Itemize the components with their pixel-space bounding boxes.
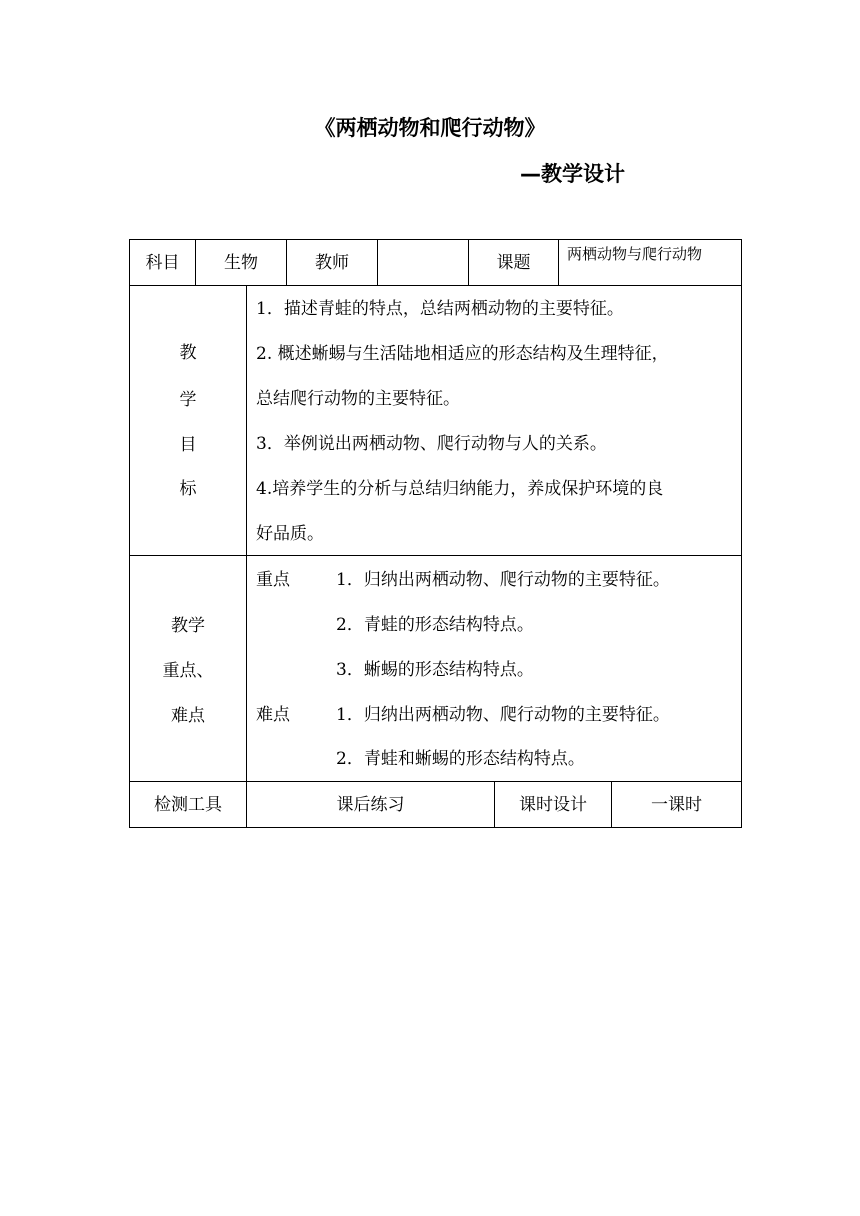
difficulty-item: 1．归纳出两栖动物、爬行动物的主要特征。 bbox=[336, 705, 670, 725]
period-value: 一课时 bbox=[651, 795, 702, 815]
focus-item: 3．蜥蜴的形态结构特点。 bbox=[336, 660, 534, 680]
objectives-label-char: 目 bbox=[179, 435, 197, 455]
period-label: 课时设计 bbox=[519, 795, 587, 815]
focus-label: 重点 bbox=[256, 570, 290, 590]
objective-line: 3．举例说出两栖动物、爬行动物与人的关系。 bbox=[256, 434, 607, 454]
difficulty-label: 难点 bbox=[256, 705, 290, 725]
keypoints-label-line: 重点、 bbox=[162, 661, 214, 681]
objective-line: 好品质。 bbox=[256, 524, 324, 544]
keypoints-label-line: 教学 bbox=[171, 616, 205, 636]
subject-label: 科目 bbox=[145, 253, 180, 273]
objective-line: 总结爬行动物的主要特征。 bbox=[256, 389, 460, 409]
document-subtitle: —教学设计 bbox=[520, 162, 625, 186]
focus-item: 2．青蛙的形态结构特点。 bbox=[336, 615, 534, 635]
topic-label: 课题 bbox=[496, 253, 531, 273]
objectives-label-char: 学 bbox=[179, 390, 197, 410]
focus-item: 1．归纳出两栖动物、爬行动物的主要特征。 bbox=[336, 570, 670, 590]
teacher-label: 教师 bbox=[315, 253, 349, 273]
tool-value: 课后练习 bbox=[336, 795, 405, 815]
objective-line: 2. 概述蜥蜴与生活陆地相适应的形态结构及生理特征， bbox=[256, 344, 669, 364]
topic-value: 两栖动物与爬行动物 bbox=[567, 245, 703, 263]
subject-value: 生物 bbox=[224, 253, 258, 273]
keypoints-label-line: 难点 bbox=[171, 706, 205, 726]
difficulty-item: 2．青蛙和蜥蜴的形态结构特点。 bbox=[336, 749, 585, 769]
document-title: 《两栖动物和爬行动物》 bbox=[314, 116, 546, 140]
objectives-label-char: 标 bbox=[179, 479, 197, 499]
tool-label: 检测工具 bbox=[154, 795, 222, 815]
objective-line: 1．描述青蛙的特点，总结两栖动物的主要特征。 bbox=[256, 299, 624, 319]
objective-line: 4.培养学生的分析与总结归纳能力，养成保护环境的良 bbox=[256, 479, 664, 499]
objectives-label-char: 教 bbox=[179, 343, 197, 363]
